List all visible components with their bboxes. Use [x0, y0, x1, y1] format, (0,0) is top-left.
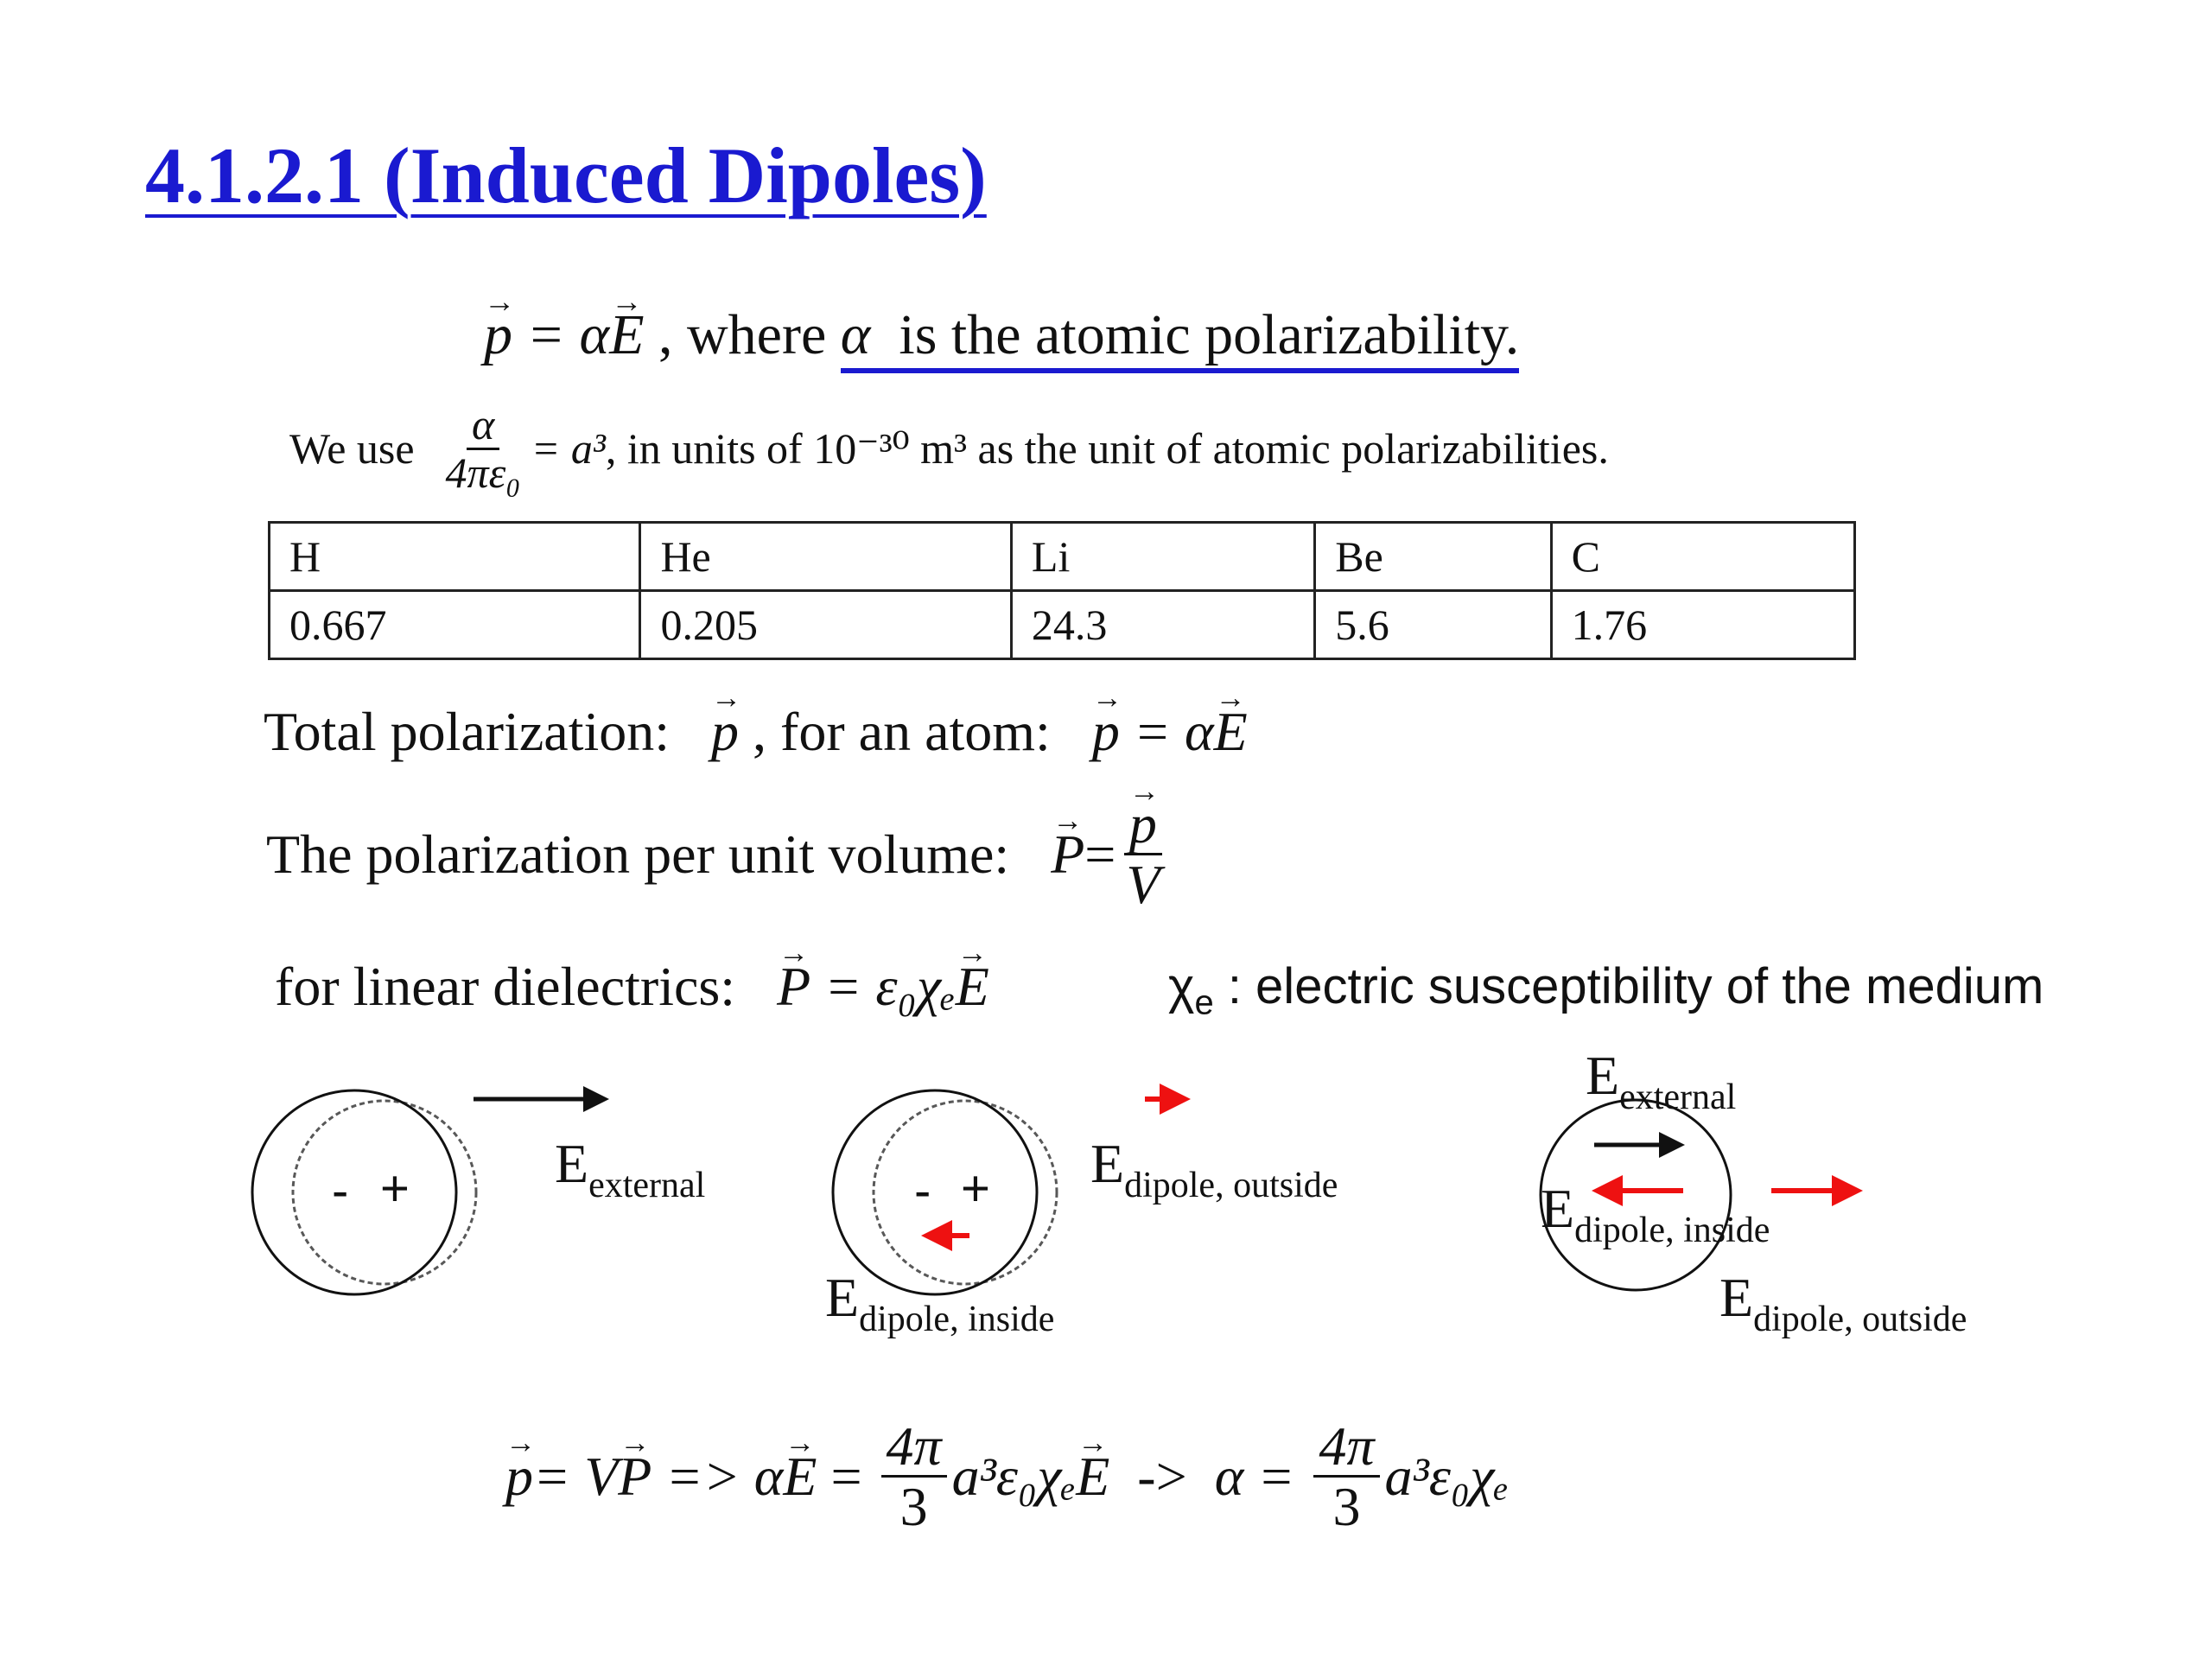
vector-E: → E — [783, 1445, 817, 1509]
per-unit-volume-label: The polarization per unit volume: — [266, 823, 1010, 885]
four-pi-over-three — [881, 1415, 947, 1538]
arrow-text: -> — [1109, 1445, 1215, 1507]
vector-p: → p — [484, 302, 512, 368]
vector-p: → p — [711, 700, 739, 764]
fraction-denominator: 4πε₀ — [445, 448, 521, 497]
chi-subscript: e — [1194, 983, 1214, 1022]
polarizability-text: is the atomic polarizability. — [899, 303, 1520, 366]
e-dipole-inside-label: $E_{dipole, inside}$ — [1541, 1178, 1770, 1250]
table-cell: 5.6 — [1315, 591, 1551, 659]
e-external-label: $E_{external}$ — [555, 1133, 706, 1205]
volume-symbol: V — [1126, 854, 1160, 916]
fraction-numerator: α — [467, 402, 499, 450]
vector-E: → E — [1076, 1445, 1109, 1509]
final-equation — [505, 1415, 1510, 1538]
vector-P: → P — [1051, 823, 1084, 887]
vector-E: → E — [609, 302, 644, 368]
equals-sign: = — [1084, 823, 1116, 885]
page-title: 4.1.2.1 (Induced Dipoles) — [145, 131, 987, 219]
e-dipole-inside-label: $E_{dipole, inside}$ — [825, 1267, 1055, 1339]
vector-P: → P — [618, 1445, 652, 1509]
susceptibility-text: : electric susceptibility of the medium — [1213, 958, 2044, 1014]
units-text: , in units of 10⁻³⁰ m³ as the unit of atomic polarizabilities. — [605, 424, 1609, 473]
vector-p: → p — [1129, 795, 1157, 853]
e-dipole-outside-label: $E_{dipole, outside}$ — [1090, 1133, 1338, 1205]
table-cell: 0.205 — [640, 591, 1011, 659]
table-cell: He — [640, 523, 1011, 591]
equals-sign: = — [817, 1445, 876, 1507]
table-cell: 0.667 — [270, 591, 640, 659]
table-cell: Be — [1315, 523, 1551, 591]
eq-V-part: = V — [533, 1445, 619, 1507]
e-external-label: $E_{external}$ — [1586, 1045, 1737, 1117]
vector-P: → P — [777, 955, 810, 1019]
fraction-numerator: 4π — [881, 1417, 947, 1478]
vector-E: → E — [1214, 700, 1248, 764]
fraction-numerator: 4π — [1313, 1417, 1379, 1478]
a-cubed-eps-chi: a³ε₀χₑ — [951, 1445, 1077, 1507]
eq-alpha-part: = α — [512, 303, 610, 366]
table-cell: C — [1551, 523, 1854, 591]
units-prefix: We use — [289, 424, 415, 473]
vector-p: → p — [505, 1445, 533, 1509]
total-polarization-label: Total polarization: — [264, 701, 671, 762]
a-cubed-eps-chi: a³ε₀χₑ — [1384, 1445, 1510, 1507]
alpha-symbol: α — [840, 303, 871, 366]
table-cell: 1.76 — [1551, 591, 1854, 659]
where-text: , where — [644, 303, 841, 366]
four-pi-over-three — [1313, 1415, 1379, 1538]
table-cell: Li — [1011, 523, 1314, 591]
fraction-denominator: 3 — [1332, 1476, 1361, 1538]
minus-sign: - — [332, 1163, 349, 1219]
chi-symbol: χ — [1168, 958, 1195, 1014]
electron-cloud-circle — [833, 1090, 1037, 1294]
plus-sign: + — [961, 1160, 990, 1217]
vector-p: → p — [1092, 700, 1120, 764]
vector-E: → E — [956, 955, 989, 1019]
minus-sign: - — [914, 1163, 931, 1219]
electron-cloud-circle — [252, 1090, 456, 1294]
plus-sign: + — [380, 1160, 410, 1217]
equals-a-cubed: = a³ — [531, 424, 606, 473]
linear-dielectrics-label: for linear dielectrics: — [275, 956, 736, 1017]
eps-chi-part: = ε₀χₑ — [810, 956, 956, 1017]
eq-alpha-part: = α — [1119, 701, 1214, 762]
table-cell: H — [270, 523, 640, 591]
for-an-atom-text: , for an atom: — [739, 701, 1065, 762]
alpha-equals: α = — [1214, 1445, 1309, 1507]
implies-alpha: => α — [652, 1445, 784, 1507]
table-cell: 24.3 — [1011, 591, 1314, 659]
e-dipole-outside-label: $E_{dipole, outside}$ — [1719, 1267, 1967, 1339]
fraction-denominator: 3 — [899, 1476, 928, 1538]
